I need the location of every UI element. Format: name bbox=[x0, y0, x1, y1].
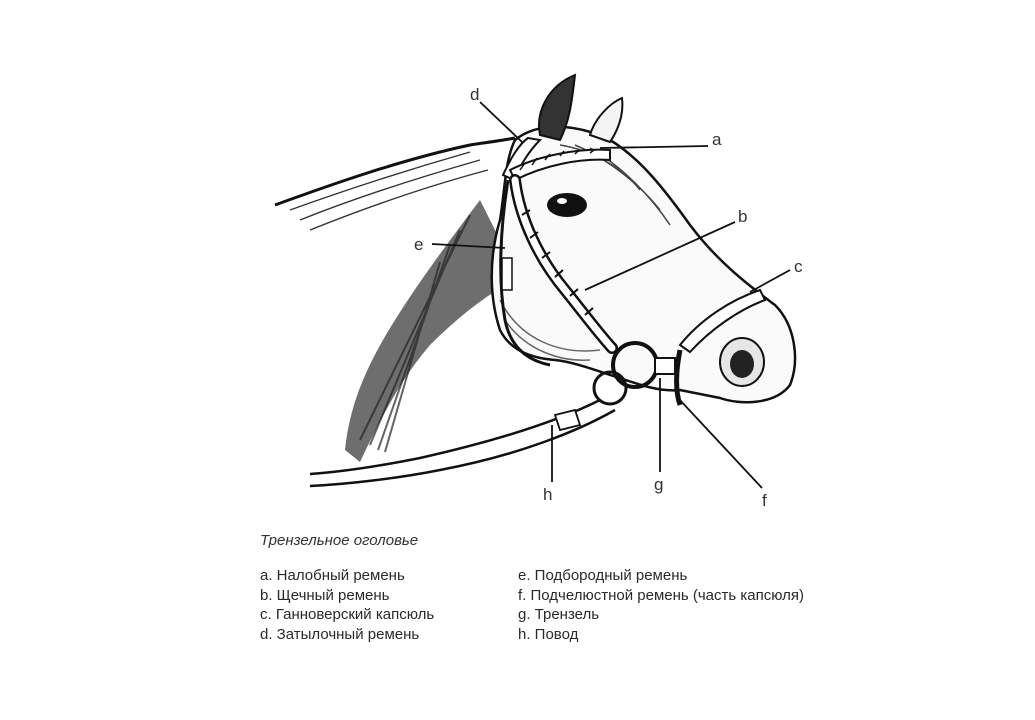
mane-hair bbox=[290, 152, 488, 230]
legend-item-c: c. Ганноверский капсюль bbox=[260, 606, 435, 623]
mane-outline bbox=[275, 138, 515, 205]
leader-d bbox=[480, 102, 522, 142]
legend-left-column bbox=[260, 566, 434, 644]
legend-item-a: a. Налобный ремень bbox=[260, 567, 405, 584]
throatlatch-buckle bbox=[502, 258, 512, 290]
label-f: f bbox=[762, 491, 767, 510]
eye-highlight bbox=[557, 198, 567, 204]
legend-item-g: g. Трензель bbox=[518, 606, 600, 623]
figure-caption: Трензельное оголовье bbox=[260, 532, 419, 549]
label-c: c bbox=[794, 257, 803, 276]
nostril-opening bbox=[730, 350, 754, 378]
right-ear bbox=[590, 98, 622, 142]
label-h: h bbox=[543, 485, 553, 504]
legend-item-f: f. Подчелюстной ремень (часть капсюля) bbox=[518, 586, 805, 604]
label-b: b bbox=[738, 207, 748, 226]
legend-item-e: e. Подбородный ремень bbox=[518, 567, 688, 584]
label-e: e bbox=[414, 235, 424, 254]
legend-item-b: b. Щечный ремень bbox=[260, 586, 390, 604]
label-d: d bbox=[470, 85, 480, 104]
bit-mouthpiece bbox=[655, 358, 675, 374]
horse-eye bbox=[547, 193, 587, 217]
leader-f bbox=[678, 398, 762, 488]
legend-item-d: d. Затылочный ремень bbox=[260, 625, 420, 643]
legend-right-column bbox=[518, 566, 804, 644]
bit-ring-near bbox=[594, 372, 626, 404]
label-a: a bbox=[712, 130, 722, 149]
reins-buckle bbox=[555, 410, 580, 430]
legend-item-h: h. Повод bbox=[518, 625, 579, 643]
label-g: g bbox=[654, 475, 664, 494]
leader-c bbox=[750, 270, 790, 292]
